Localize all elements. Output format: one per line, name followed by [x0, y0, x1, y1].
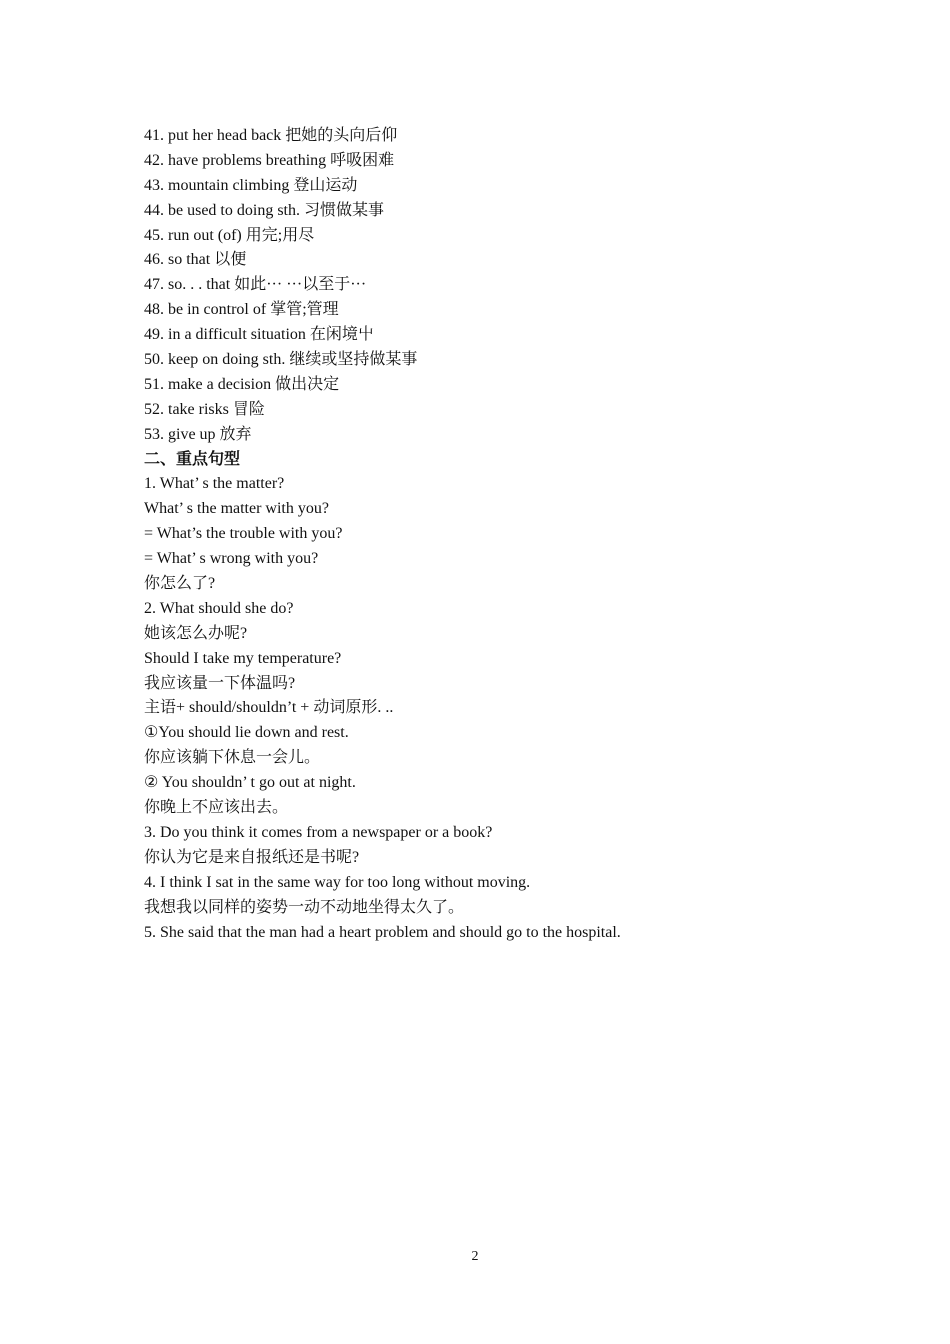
text-line: 53. give up 放弃 [144, 425, 252, 443]
text-line: 41. put her head back 把她的头向后仰 [144, 127, 398, 144]
section-heading: 二、重点句型 [144, 450, 241, 468]
text-line: 1. What’ s the matter? [144, 475, 285, 493]
text-line: ①You should lie down and rest. [144, 724, 349, 742]
text-line: 47. so. . . that 如此··· ···以至于··· [144, 276, 367, 294]
text-line: 你认为它是来自报纸还是书呢? [144, 848, 360, 866]
text-line: ② You shouldn’ t go out at night. [144, 774, 356, 792]
text-line: 你应该躺下休息一会儿。 [144, 749, 321, 767]
page-number: 2 [471, 1249, 479, 1264]
text-line: 4. I think I sat in the same way for too long without moving. [144, 873, 531, 891]
text-line: Should I take my temperature? [144, 649, 342, 667]
text-line: 主语+ should/shouldn’t + 动词原形. .. [144, 699, 394, 717]
text-line: 2. What should she do? [144, 599, 294, 617]
text-line: 我想我以同样的姿势一动不动地坐得太久了。 [144, 898, 465, 916]
text-line: 52. take risks 冒险 [144, 400, 265, 418]
text-line: 她该怎么办呢? [144, 624, 248, 642]
text-line: 我应该量一下体温吗? [144, 674, 296, 692]
text-line: 你晚上不应该出去。 [144, 799, 289, 817]
text-line: 45. run out (of) 用完;用尽 [144, 226, 315, 244]
text-line: 51. make a decision 做出决定 [144, 375, 340, 393]
text-line: 50. keep on doing sth. 继续或坚持做某事 [144, 351, 418, 369]
text-line: What’ s the matter with you? [144, 500, 329, 518]
text-line: 42. have problems breathing 呼吸困难 [144, 151, 395, 169]
text-line: 44. be used to doing sth. 习惯做某事 [144, 201, 384, 219]
text-line: 46. so that 以便 [144, 251, 247, 269]
text-line: 5. She said that the man had a heart problem and should go to the hospital. [144, 923, 621, 941]
text-line: 49. in a difficult situation 在闲境屮 [144, 326, 374, 344]
text-line: 48. be in control of 掌管;管理 [144, 301, 339, 319]
document-body [144, 124, 824, 945]
text-line: 3. Do you think it comes from a newspaper or a book? [144, 823, 493, 841]
text-line: = What’s the trouble with you? [144, 525, 343, 543]
text-line: 你怎么了? [144, 575, 216, 593]
text-line: = What’ s wrong with you? [144, 550, 319, 568]
text-line: 43. mountain climbing 登山运动 [144, 176, 358, 194]
